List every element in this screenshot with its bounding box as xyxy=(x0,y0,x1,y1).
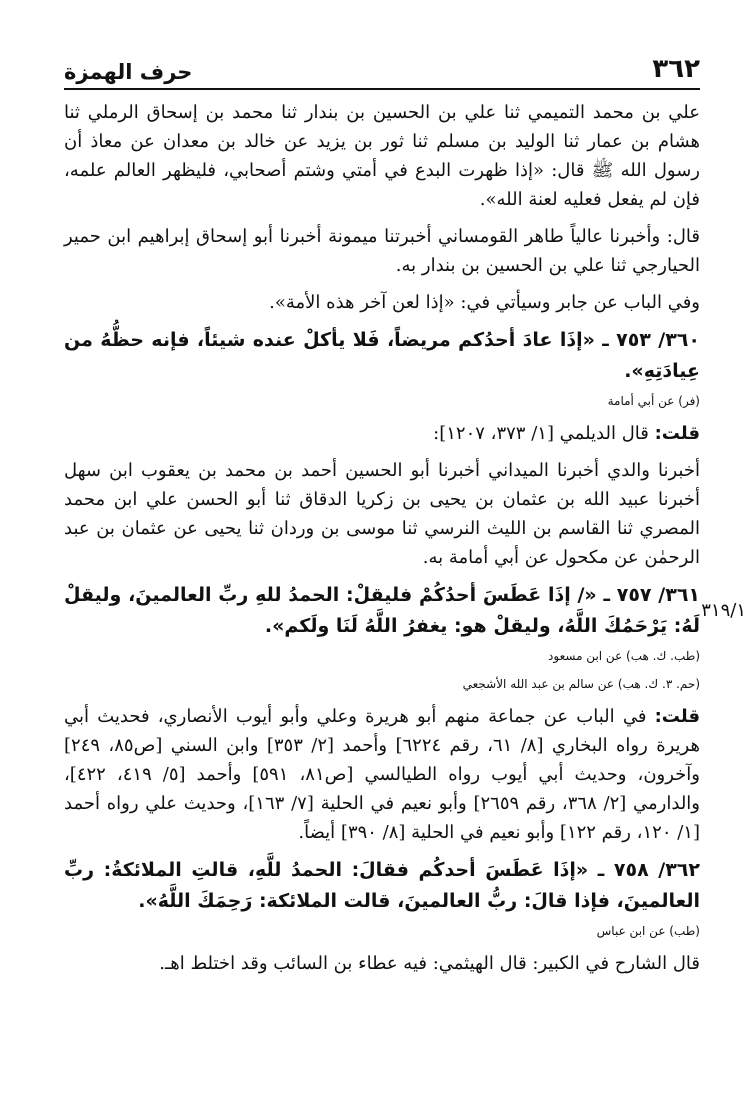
running-title: حرف الهمزة xyxy=(64,60,193,84)
commentary-lead: قلت: xyxy=(654,706,700,727)
commentary-text: قال الديلمي [١/ ٣٧٣، ١٢٠٧]: xyxy=(433,423,655,444)
hadith-entry: ٣٦١/ ٧٥٧ ـ «/ إذَا عَطَسَ أحدُكُمْ فليقلْ: الحمدُ للهِ ربِّ العالمينَ، وليقلْ لَهُ: يَرْحَمُكَ اللَّهُ، وليقلْ هو: يغفرُ اللَّهُ لَنَا ولَكم». xyxy=(64,584,701,637)
commentary-lead: قلت: xyxy=(654,423,700,444)
hadith-source: (طب. ك. هب) عن ابن مسعود xyxy=(548,649,700,663)
page-number: ٣٦٢ xyxy=(652,54,700,84)
text-paragraph: علي بن محمد التميمي ثنا علي بن الحسين بن بندار ثنا محمد بن إسحاق الرملي ثنا هشام بن عمار ثنا الوليد بن مسلم ثنا ثور بن يزيد عن خالد بن معدان عن معاذ أن رسول الله ﷺ قال: «إذا ظهرت البدع في أمتي وشتم أصحابي، فليظهر العالم علمه، فإن لم يفعل فعليه لعنة الله». xyxy=(64,102,700,210)
hadith-source: (طب) عن ابن عباس xyxy=(596,924,700,938)
hadith-entry: ٣٦٢/ ٧٥٨ ـ «إذَا عَطَسَ أحدكُم فقالَ: الحمدُ للَّهِ، قالتِ الملائكةُ: ربِّ العالمينَ، فإذا قالَ: ربُّ العالمينَ، قالت الملائكة: رَحِمَكَ اللَّهُ». xyxy=(64,859,700,912)
text-paragraph: قال: وأخبرنا عالياً طاهر القومساني أخبرتنا ميمونة أخبرنا أبو إسحاق إبراهيم ابن حمير الحيارجي ثنا علي بن الحسين بن بندار به. xyxy=(64,226,700,276)
hadith-entry: ٣٦٠/ ٧٥٣ ـ «إذَا عادَ أحدُكم مريضاً، فَلا يأكلْ عنده شيئاً، فإنه حظُّهُ من عِيادَتِهِ». xyxy=(64,329,700,382)
page-header xyxy=(64,44,700,90)
commentary-paragraph xyxy=(64,419,700,448)
hadith-source: (حم. ٣. ك. هب) عن سالم بن عبد الله الأشجعي xyxy=(462,677,700,691)
text-paragraph: قال الشارح في الكبير: قال الهيثمي: فيه عطاء بن السائب وقد اختلط اهـ. xyxy=(159,953,700,974)
margin-reference: ٣١٩/١ xyxy=(701,600,746,621)
hadith-source: (فر) عن أبي أمامة xyxy=(607,394,700,408)
page-content xyxy=(64,98,700,986)
commentary-paragraph xyxy=(64,702,700,847)
text-paragraph: وفي الباب عن جابر وسيأتي في: «إذا لعن آخر هذه الأمة». xyxy=(269,292,700,313)
text-paragraph: أخبرنا والدي أخبرنا الميداني أخبرنا أبو الحسين أحمد بن محمد بن يعقوب ابن سهل أخبرنا عبيد الله بن عثمان بن يحيى بن زكريا الدقاق ثنا أبو الحسن علي ابن محمد المصري ثنا القاسم بن الليث النرسي ثنا موسى بن وردان ثنا يحيى عن عثمان بن عبد الرحمٰن عن مكحول عن أبي أمامة به. xyxy=(64,460,700,568)
commentary-text: في الباب عن جماعة منهم أبو هريرة وعلي وأبو أيوب الأنصاري، فحديث أبي هريرة رواه البخاري [٨/ ٦١، رقم ٦٢٢٤] وأحمد [٢/ ٣٥٣] وابن السني [ص٨٥، ٢٤٩] وآخرون، وحديث أبي أيوب رواه الطيالسي [ص٨١، ٥٩١] وأحمد [٥/ ٤١٩، ٤٢٢]، والدارمي [٢/ ٣٦٨، رقم ٢٦٥٩] وأبو نعيم في الحلية [٧/ ١٦٣]، وحديث علي رواه أحمد [١/ ١٢٠، رقم ١٢٢] وأبو نعيم في الحلية [٨/ ٣٩٠] أيضاً. xyxy=(64,706,701,843)
